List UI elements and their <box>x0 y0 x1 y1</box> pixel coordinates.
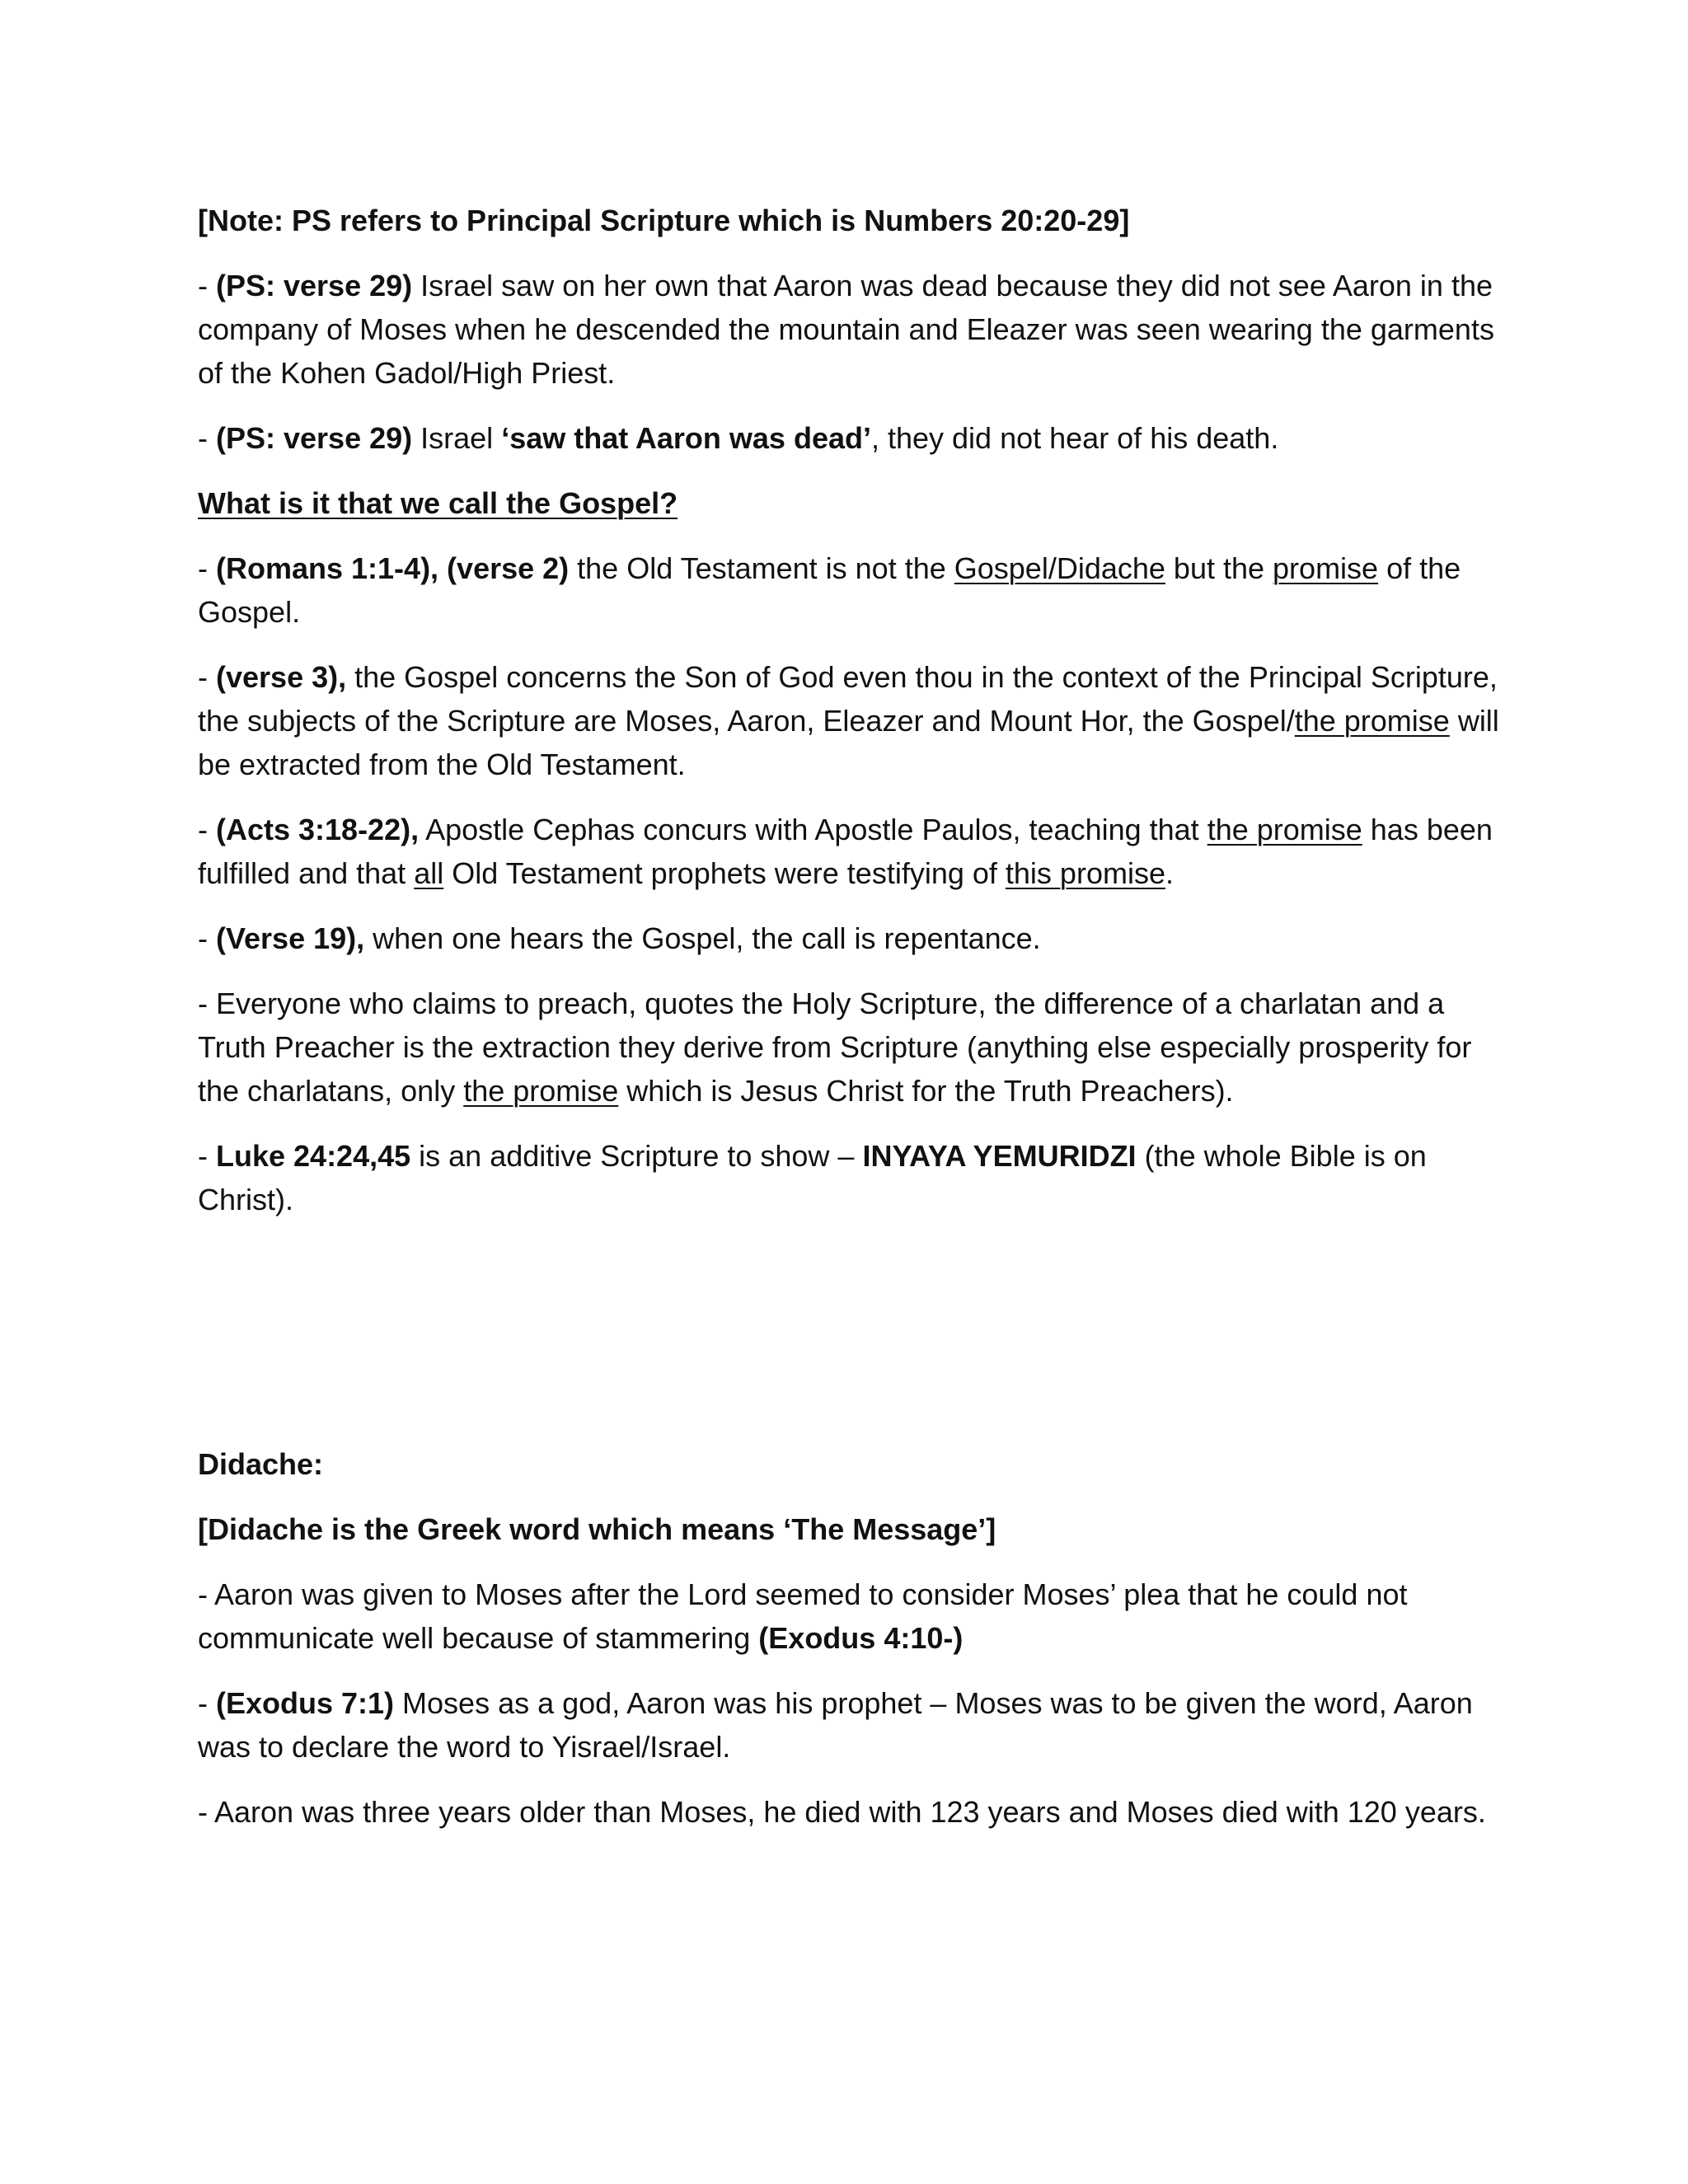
scripture-ref: (verse 3), <box>216 660 347 694</box>
paragraph-verse-19 <box>198 916 1500 960</box>
paragraph-ps-verse-29-b <box>198 416 1500 460</box>
paragraph-exodus-4 <box>198 1572 1500 1660</box>
didache-section <box>198 1442 1500 1855</box>
paragraph-charlatan <box>198 982 1500 1113</box>
paragraph-ps-verse-29-a <box>198 264 1500 395</box>
dash: - <box>198 921 216 955</box>
underlined-text: the promise <box>463 1074 619 1108</box>
paragraph-romans <box>198 546 1500 634</box>
paragraph-text: is an additive Scripture to show – <box>410 1139 863 1173</box>
scripture-ref: (Acts 3:18-22), <box>216 813 420 846</box>
paragraph-text: Old Testament prophets were testifying of <box>443 856 1006 890</box>
didache-definition-text: [Didache is the Greek word which means ‘The Message’] <box>198 1512 996 1546</box>
dash: - <box>198 1686 216 1720</box>
paragraph-text: when one hears the Gospel, the call is repentance. <box>364 921 1041 955</box>
paragraph-text: Apostle Cephas concurs with Apostle Paulos, teaching that <box>419 813 1207 846</box>
paragraph-text: , they did not hear of his death. <box>870 421 1279 455</box>
bold-phrase: INYAYA YEMURIDZI <box>862 1139 1137 1173</box>
gospel-section <box>198 199 1500 1243</box>
underlined-text: Gospel/Didache <box>954 551 1165 585</box>
paragraph-text: which is Jesus Christ for the Truth Preachers). <box>618 1074 1234 1108</box>
didache-title-text: Didache: <box>198 1447 324 1481</box>
didache-definition <box>198 1507 1500 1551</box>
scripture-ref: Luke 24:24,45 <box>216 1139 411 1173</box>
paragraph-text: Moses as a god, Aaron was his prophet – Moses was to be given the word, Aaron was to declare the word to Yisrael/Israel. <box>198 1686 1473 1764</box>
dash: - <box>198 269 216 302</box>
paragraph-text: the Gospel concerns the Son of God even thou in the context of the Principal Scripture, the subjects of the Scripture are Moses, Aaron, Eleazer and Mount Hor, the Gospel/ <box>198 660 1498 738</box>
paragraph-text: has been fulfilled and that <box>198 813 1493 890</box>
dash: - <box>198 551 216 585</box>
paragraph-text: Israel <box>412 421 502 455</box>
dash: - <box>198 813 216 846</box>
underlined-text: promise <box>1273 551 1379 585</box>
paragraph-verse-3 <box>198 655 1500 786</box>
didache-title <box>198 1442 1500 1486</box>
dash: - <box>198 1139 216 1173</box>
heading-text: What is it that we call the Gospel? <box>198 486 678 520</box>
underlined-text: all <box>414 856 444 890</box>
scripture-ref: (Exodus 7:1) <box>216 1686 395 1720</box>
paragraph-text: - Everyone who claims to preach, quotes the Holy Scripture, the difference of a charlatan and a Truth Preacher is the extraction they derive from Scripture (anything else especially prosperity for the charlatans, only <box>198 987 1472 1108</box>
paragraph-text: the Old Testament is not the <box>569 551 954 585</box>
paragraph-luke <box>198 1134 1500 1221</box>
paragraph-text: . <box>1165 856 1174 890</box>
underlined-text: the promise <box>1207 813 1362 846</box>
paragraph-text: of the Gospel. <box>198 551 1461 629</box>
scripture-ref: (PS: verse 29) <box>216 269 413 302</box>
underlined-text: this promise <box>1005 856 1165 890</box>
paragraph-aaron-age <box>198 1790 1500 1834</box>
paragraph-acts <box>198 808 1500 895</box>
dash: - <box>198 421 216 455</box>
scripture-ref: (PS: verse 29) <box>216 421 413 455</box>
note-text: [Note: PS refers to Principal Scripture which is Numbers 20:20-29] <box>198 204 1130 237</box>
section-heading <box>198 481 1500 525</box>
underlined-text: the promise <box>1294 704 1450 738</box>
paragraph-text: - Aaron was three years older than Moses, he died with 123 years and Moses died with 120 years. <box>198 1795 1486 1829</box>
paragraph-text: - Aaron was given to Moses after the Lord seemed to consider Moses’ plea that he could not communicate well because of stammering <box>198 1577 1408 1655</box>
paragraph-text: (the whole Bible is on Christ). <box>198 1139 1427 1216</box>
note-line <box>198 199 1500 242</box>
scripture-ref: (Romans 1:1-4), (verse 2) <box>216 551 570 585</box>
paragraph-text: Israel saw on her own that Aaron was dead because they did not see Aaron in the company of Moses when he descended the mountain and Eleazer was seen wearing the garments of the Kohen Gadol/High Priest. <box>198 269 1494 390</box>
paragraph-text: will be extracted from the Old Testament. <box>198 704 1499 781</box>
scripture-ref: (Exodus 4:10-) <box>758 1621 964 1655</box>
paragraph-text: but the <box>1165 551 1273 585</box>
scripture-ref: (Verse 19), <box>216 921 365 955</box>
bold-quote: ‘saw that Aaron was dead’ <box>501 421 871 455</box>
paragraph-exodus-7 <box>198 1681 1500 1769</box>
dash: - <box>198 660 216 694</box>
